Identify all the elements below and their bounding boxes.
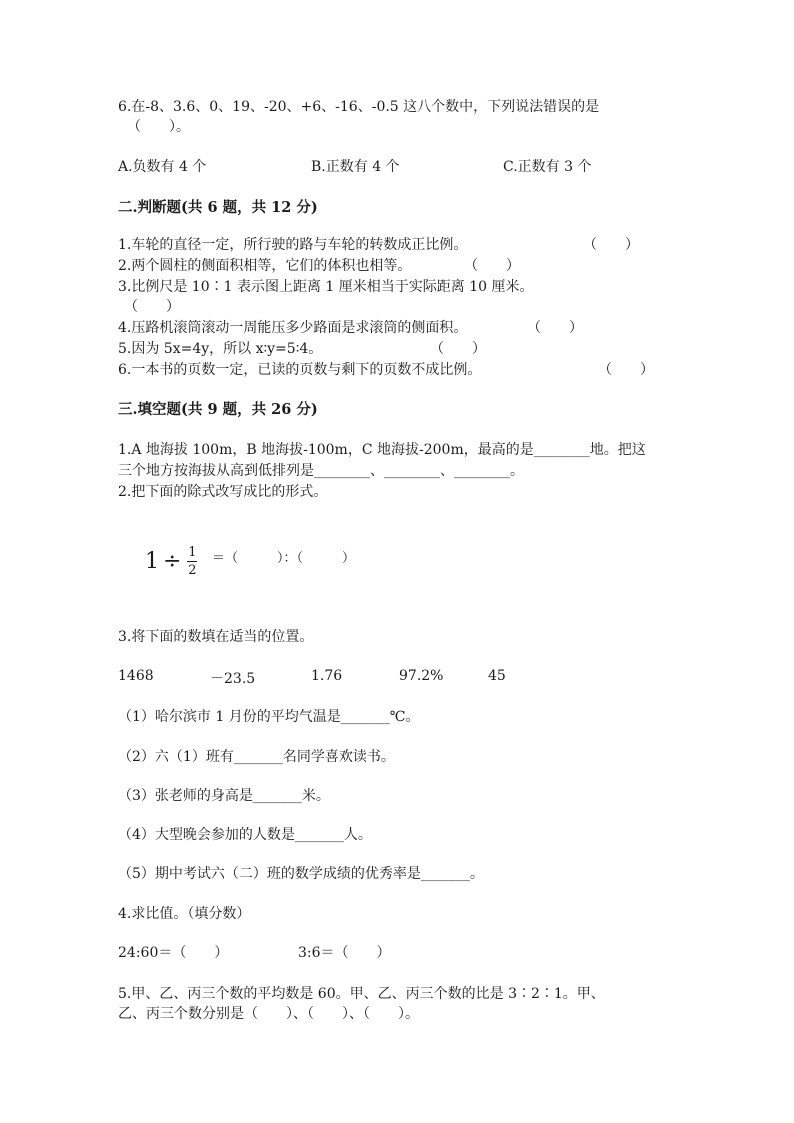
q3-number: 45 <box>488 668 506 684</box>
s3-q4: 4.求比值。（填分数） <box>118 906 251 922</box>
divide-sign: ÷ <box>163 549 182 574</box>
q3-number: －23.5 <box>210 671 256 687</box>
q3-item-1: （1）哈尔滨市 1 月份的平均气温是_______℃。 <box>118 709 420 725</box>
q4-item-2: 3:6＝（ ） <box>298 945 391 961</box>
s2-item-5-bracket: （ ） <box>430 341 486 357</box>
q6-option-c: C.正数有 3 个 <box>503 159 592 175</box>
fraction-denominator: 2 <box>188 563 197 578</box>
expr-whole: 1 <box>145 549 159 574</box>
s2-item-3: 3.比例尺是 10∶1 表示图上距离 1 厘米相当于实际距离 10 厘米。 <box>118 279 534 295</box>
q3-item-2: （2）六（1）班有_______名同学喜欢读书。 <box>118 749 395 765</box>
s3-q5-line1: 5.甲、乙、丙三个数的平均数是 60。甲、乙、丙三个数的比是 3∶2∶1。甲、 <box>118 986 605 1002</box>
q3-item-5: （5）期中考试六（二）班的数学成绩的优秀率是_______。 <box>118 866 484 882</box>
section3-title: 三.填空题(共 9 题，共 26 分) <box>118 401 318 418</box>
q3-number: 1468 <box>118 668 154 684</box>
s2-item-4: 4.压路机滚筒滚动一周能压多少路面是求滚筒的侧面积。 <box>118 320 468 336</box>
fraction-bar <box>187 561 197 562</box>
q6-stem-line1: 6.在-8、3.6、0、19、-20、+6、-16、-0.5 这八个数中，下列说法错误的是 <box>118 99 600 115</box>
fraction-numerator: 1 <box>188 545 197 560</box>
s2-item-2-bracket: （ ） <box>464 258 520 274</box>
q4-item-1: 24:60＝（ ） <box>118 945 229 961</box>
q6-option-b: B.正数有 4 个 <box>311 159 400 175</box>
s3-q1-line1: 1.A 地海拔 100m，B 地海拔-100m，C 地海拔-200m，最高的是________地。把这 <box>118 442 646 458</box>
s2-item-3-bracket: （ ） <box>124 299 180 315</box>
q3-item-4: （4）大型晚会参加的人数是_______人。 <box>118 827 372 843</box>
s3-q3: 3.将下面的数填在适当的位置。 <box>118 629 314 645</box>
ratio-answer: ＝（ ）：（ ） <box>212 551 356 566</box>
section2-title: 二.判断题(共 6 题，共 12 分) <box>118 199 318 216</box>
s2-item-6-bracket: （ ） <box>598 362 654 378</box>
fraction <box>187 546 197 577</box>
s2-item-6: 6.一本书的页数一定，已读的页数与剩下的页数不成比例。 <box>118 362 482 378</box>
division-expression <box>145 546 197 577</box>
s2-item-1-bracket: （ ） <box>583 237 639 253</box>
s3-q2: 2.把下面的除式改写成比的形式。 <box>118 484 328 500</box>
s2-item-1: 1.车轮的直径一定，所行驶的路与车轮的转数成正比例。 <box>118 237 468 253</box>
q3-item-3: （3）张老师的身高是_______米。 <box>118 788 330 804</box>
q6-option-a: A.负数有 4 个 <box>118 159 207 175</box>
q3-number: 1.76 <box>311 668 343 684</box>
s2-item-2: 2.两个圆柱的侧面积相等，它们的体积也相等。 <box>118 258 412 274</box>
s3-q1-line2: 三个地方按海拔从高到低排列是________、________、________。 <box>118 463 524 479</box>
s2-item-4-bracket: （ ） <box>527 320 583 336</box>
s2-item-5: 5.因为 5x=4y，所以 x∶y=5∶4。 <box>118 341 323 357</box>
q6-stem-line2: （ ）。 <box>127 119 190 135</box>
s3-q5-line2: 乙、丙三个数分别是（ ）、（ ）、（ ）。 <box>118 1006 419 1022</box>
q3-number-row <box>118 668 538 688</box>
q3-number: 97.2% <box>399 668 444 684</box>
